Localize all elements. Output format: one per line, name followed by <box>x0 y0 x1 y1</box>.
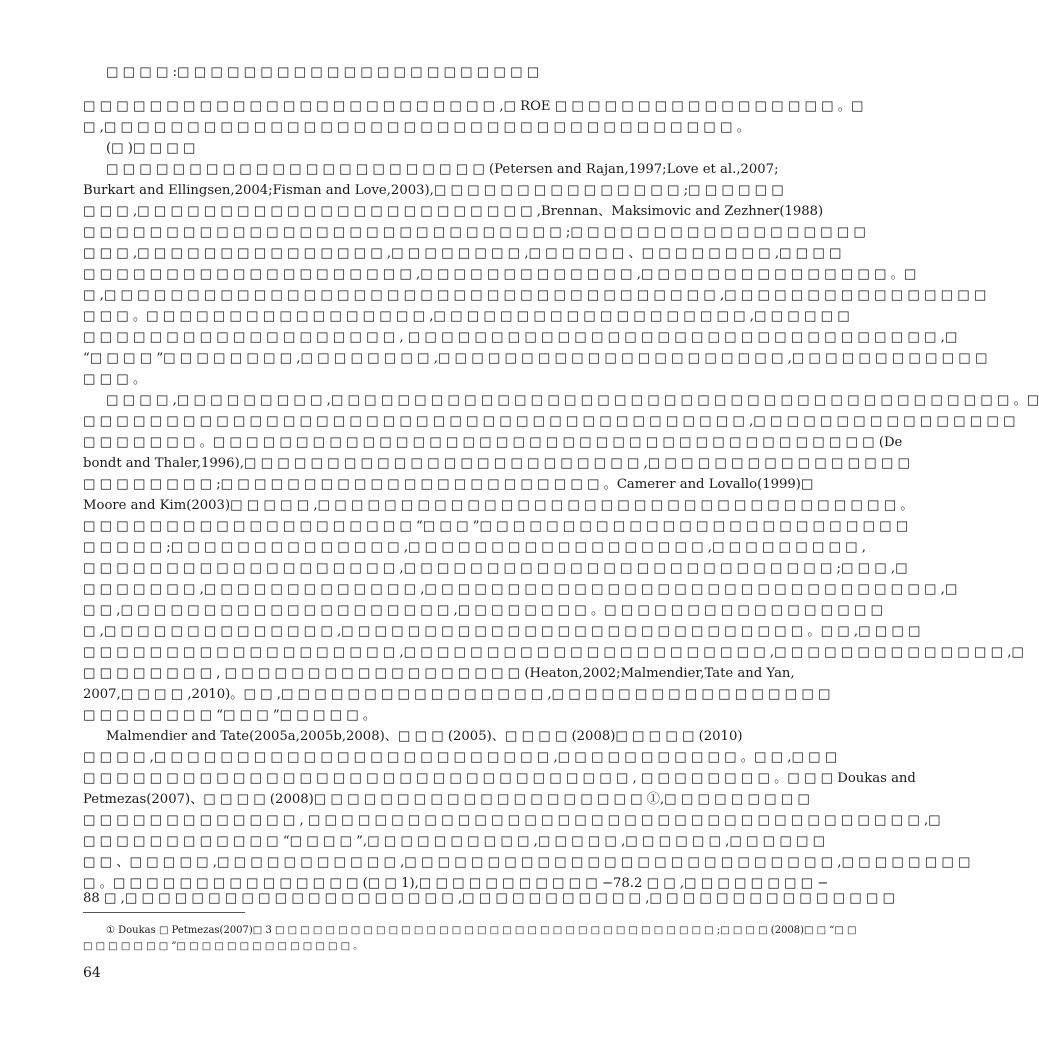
footnote-line: ① Doukas □ Petmezas(2007)□ 3 □ □ □ □ □ □ □ □ □ □ □ □ □ □ □ □ □ □ □ □ □ □ □ □ □ □ □ □ □ □ □ □ □ □ □ ;□ □ □ □ (2008)□ □ “□ □ <box>106 925 857 936</box>
text-line: □ □ □ □ □ □ □ □ □ □ □ □ “□ □ □ □ ”,□ □ □ □ □ □ □ □ □ □ ,□ □ □ □ □ ,□ □ □ □ □ □ ,□ □ □ □ □ □ <box>83 834 826 849</box>
text-line: □ □ □ □ □ □ □ □ ;□ □ □ □ □ □ □ □ □ □ □ □ □ □ □ □ □ □ □ □ □ □ □ 。Camerer and Lovallo(1999)□ <box>83 477 814 492</box>
text-line: Malmendier and Tate(2005a,2005b,2008)、□ □ □ (2005)、□ □ □ □ (2008)□ □ □ □ □ (2010) <box>106 729 743 744</box>
text-line: □ □ □ ,□ □ □ □ □ □ □ □ □ □ □ □ □ □ □ □ □ □ □ □ □ □ □ □ ,Brennan、Maksimovic and Zezhner(1988) <box>83 204 824 219</box>
text-line: □ □ □ □ □ □ □ ,□ □ □ □ □ □ □ □ □ □ □ □ □ ,□ □ □ □ □ □ □ □ □ □ □ □ □ □ □ □ □ □ □ □ □ □ □ □ □ □ □ □ □ □ □ ,□ <box>83 582 958 597</box>
footnote-rule <box>83 912 245 913</box>
text-line: □ □ □ □ □ □ □ □ □ □ □ □ □ □ □ □ □ □ □ □ □ □ □ □ □ ,□ ROE □ □ □ □ □ □ □ □ □ □ □ □ □ □ □ □ □ 。□ <box>83 99 864 114</box>
text-line: □ □ ,□ □ □ □ □ □ □ □ □ □ □ □ □ □ □ □ □ □ □ □ ,□ □ □ □ □ □ □ □ 。□ □ □ □ □ □ □ □ □ □ □ □ □ □ □ □ □ <box>83 603 884 618</box>
text-line: □ □ □ □ □ □ □ □ , □ □ □ □ □ □ □ □ □ □ □ □ □ □ □ □ □ □ (Heaton,2002;Malmendier,Tate and Yan, <box>83 666 795 681</box>
text-line: □ ,□ □ □ □ □ □ □ □ □ □ □ □ □ □ □ □ □ □ □ □ □ □ □ □ □ □ □ □ □ □ □ □ □ □ □ □ □ □ 。 <box>83 120 750 135</box>
text-line: □ □ □ □ □ □ □ □ □ □ □ □ □ □ □ □ □ □ □ □ “□ □ □ ”□ □ □ □ □ □ □ □ □ □ □ □ □ □ □ □ □ □ □ □ □ □ □ □ □ □ <box>83 519 909 534</box>
page-number: 64 <box>83 965 101 981</box>
header-line: □ □ □ □ :□ □ □ □ □ □ □ □ □ □ □ □ □ □ □ □ □ □ □ □ □ □ <box>106 65 540 80</box>
text-line: □ □ □ □ □ □ □ □ □ □ □ □ □ □ □ □ □ □ □ □ □ □ □ (Petersen and Rajan,1997;Love et al.,2007; <box>106 162 779 177</box>
text-line: □ □ □ □ □ □ □ □ □ □ □ □ □ □ □ □ □ □ □ □ □ □ □ □ □ □ □ □ □ □ □ □ □ , □ □ □ □ □ □ □ □ 。□ □ □ Doukas and <box>83 771 916 786</box>
text-line: □ □ □ □ □ □ □ □ □ □ □ □ □ □ □ □ □ □ □ , □ □ □ □ □ □ □ □ □ □ □ □ □ □ □ □ □ □ □ □ □ □ □ □ □ □ □ □ □ □ □ □ ,□ <box>83 330 958 345</box>
text-line: bondt and Thaler,1996),□ □ □ □ □ □ □ □ □ □ □ □ □ □ □ □ □ □ □ □ □ □ □ □ ,□ □ □ □ □ □ □ □ □ □ □ □ □ □ □ □ <box>83 456 910 471</box>
text-line: □ □ □ □ □ □ □ □ □ □ □ □ □ □ □ □ □ □ □ □ □ □ □ □ □ □ □ □ □ □ □ □ □ □ □ □ □ □ □ □ ,□ □ □ □ □ □ □ □ □ □ □ □ □ □ □ □ <box>83 414 1016 429</box>
text-line: □ ,□ □ □ □ □ □ □ □ □ □ □ □ □ □ □ □ □ □ □ □ □ □ □ □ □ □ □ □ □ □ □ □ □ □ □ □ □ ,□ □ □ □ □ □ □ □ □ □ □ □ □ □ □ □ <box>83 288 987 303</box>
text-line: □ □ □ □ □ □ □ □ “□ □ □ ”□ □ □ □ □ 。 <box>83 708 377 723</box>
text-line: Burkart and Ellingsen,2004;Fisman and Love,2003),□ □ □ □ □ □ □ □ □ □ □ □ □ □ □ ;□ □ □ □ □ □ <box>83 183 784 198</box>
text-line: □ □ □ 。 <box>83 372 147 387</box>
text-line: □ ,□ □ □ □ □ □ □ □ □ □ □ □ □ □ ,□ □ □ □ □ □ □ □ □ □ □ □ □ □ □ □ □ □ □ □ □ □ □ □ □ □ □ □ 。□ □ ,□ □ □ □ <box>83 624 921 639</box>
text-line: □ 。□ □ □ □ □ □ □ □ □ □ □ □ □ □ □ (□ □ 1),□ □ □ □ □ □ □ □ □ □ □ −78.2 □ □ ,□ □ □ □ □ □ □ □ − <box>83 876 829 891</box>
text-line: □ □ □ □ ,□ □ □ □ □ □ □ □ □ □ □ □ □ □ □ □ □ □ □ □ □ □ □ □ ,□ □ □ □ □ □ □ □ □ □ □ 。□ □ ,□ □ □ <box>83 750 838 765</box>
text-line: □ □ □ □ □ □ □ □ □ □ □ □ □ □ □ □ □ □ □ □ □ □ □ □ □ □ □ □ □ ;□ □ □ □ □ □ □ □ □ □ □ □ □ □ □ □ □ □ <box>83 225 866 240</box>
text-line: □ □ □ □ □ □ □ □ □ □ □ □ □ □ □ □ □ □ □ □ ,□ □ □ □ □ □ □ □ □ □ □ □ □ ,□ □ □ □ □ □ □ □ □ □ □ □ □ □ □ 。□ <box>83 267 917 282</box>
text-line: □ □ □ □ ,□ □ □ □ □ □ □ □ □ ,□ □ □ □ □ □ □ □ □ □ □ □ □ □ □ □ □ □ □ □ □ □ □ □ □ □ □ □ □ □ □ □ □ □ □ □ □ □ □ □ □ 。□ <box>106 393 1039 408</box>
text-line: “□ □ □ □ ”□ □ □ □ □ □ □ □ ,□ □ □ □ □ □ □ □ ,□ □ □ □ □ □ □ □ □ □ □ □ □ □ □ □ □ □ □ □ □ ,□ □ □ □ □ □ □ □ □ □ □ □ <box>83 351 988 366</box>
text-line: □ □ □ □ □ □ □ □ □ □ □ □ □ □ □ □ □ □ □ ,□ □ □ □ □ □ □ □ □ □ □ □ □ □ □ □ □ □ □ □ □ □ □ □ □ □ ;□ □ □ ,□ <box>83 561 908 576</box>
text-line: 2007,□ □ □ □ ,2010)。□ □ ,□ □ □ □ □ □ □ □ □ □ □ □ □ □ □ □ ,□ □ □ □ □ □ □ □ □ □ □ □ □ □ □ □ □ <box>83 687 831 702</box>
text-line: 88 □ ,□ □ □ □ □ □ □ □ □ □ □ □ □ □ □ □ □ □ □ □ ,□ □ □ □ □ □ □ □ □ □ □ ,□ □ □ □ □ □ □ □ □ □ □ □ □ □ □ <box>83 891 895 906</box>
section-heading: (□ )□ □ □ □ <box>106 141 196 156</box>
text-line: Moore and Kim(2003)□ □ □ □ □ ,□ □ □ □ □ □ □ □ □ □ □ □ □ □ □ □ □ □ □ □ □ □ □ □ □ □ □ □ □ □ □ □ □ □ □ 。 <box>83 498 914 513</box>
text-line: □ □ □ □ □ ;□ □ □ □ □ □ □ □ □ □ □ □ □ □ ,□ □ □ □ □ □ □ □ □ □ □ □ □ □ □ □ □ □ ,□ □ □ □ □ □ □ □ □ , <box>83 540 867 555</box>
text-line: □ □ □ □ □ □ □ 。□ □ □ □ □ □ □ □ □ □ □ □ □ □ □ □ □ □ □ □ □ □ □ □ □ □ □ □ □ □ □ □ □ □ □ □ □ □ □ □ (De <box>83 435 903 450</box>
text-line: □ □ □ ,□ □ □ □ □ □ □ □ □ □ □ □ □ □ □ ,□ □ □ □ □ □ □ □ ,□ □ □ □ □ □ 、□ □ □ □ □ □ □ □ ,□ □ □ □ <box>83 246 842 261</box>
text-line: □ □ □ 。□ □ □ □ □ □ □ □ □ □ □ □ □ □ □ □ □ ,□ □ □ □ □ □ □ □ □ □ □ □ □ □ □ □ □ □ □ ,□ □ □ □ □ □ <box>83 309 850 324</box>
text-line: □ □ 、□ □ □ □ □ ,□ □ □ □ □ □ □ □ □ □ □ ,□ □ □ □ □ □ □ □ □ □ □ □ □ □ □ □ □ □ □ □ □ □ □ □ □ □ ,□ □ □ □ □ □ □ □ <box>83 855 971 870</box>
text-line: Petmezas(2007)、□ □ □ □ (2008)□ □ □ □ □ □ □ □ □ □ □ □ □ □ □ □ □ □ □ □ ①,□ □ □ □ □ □ □ □ □ <box>83 792 810 807</box>
footnote-line: □ □ □ □ □ □ □ ”□ □ □ □ □ □ □ □ □ □ □ □ □ □ 。 <box>83 941 364 952</box>
text-line: □ □ □ □ □ □ □ □ □ □ □ □ □ , □ □ □ □ □ □ □ □ □ □ □ □ □ □ □ □ □ □ □ □ □ □ □ □ □ □ □ □ □ □ □ □ □ □ □ □ □ ,□ <box>83 813 941 828</box>
text-line: □ □ □ □ □ □ □ □ □ □ □ □ □ □ □ □ □ □ □ ,□ □ □ □ □ □ □ □ □ □ □ □ □ □ □ □ □ □ □ □ □ □ ,□ □ □ □ □ □ □ □ □ □ □ □ □ □ ,□ <box>83 645 1024 660</box>
